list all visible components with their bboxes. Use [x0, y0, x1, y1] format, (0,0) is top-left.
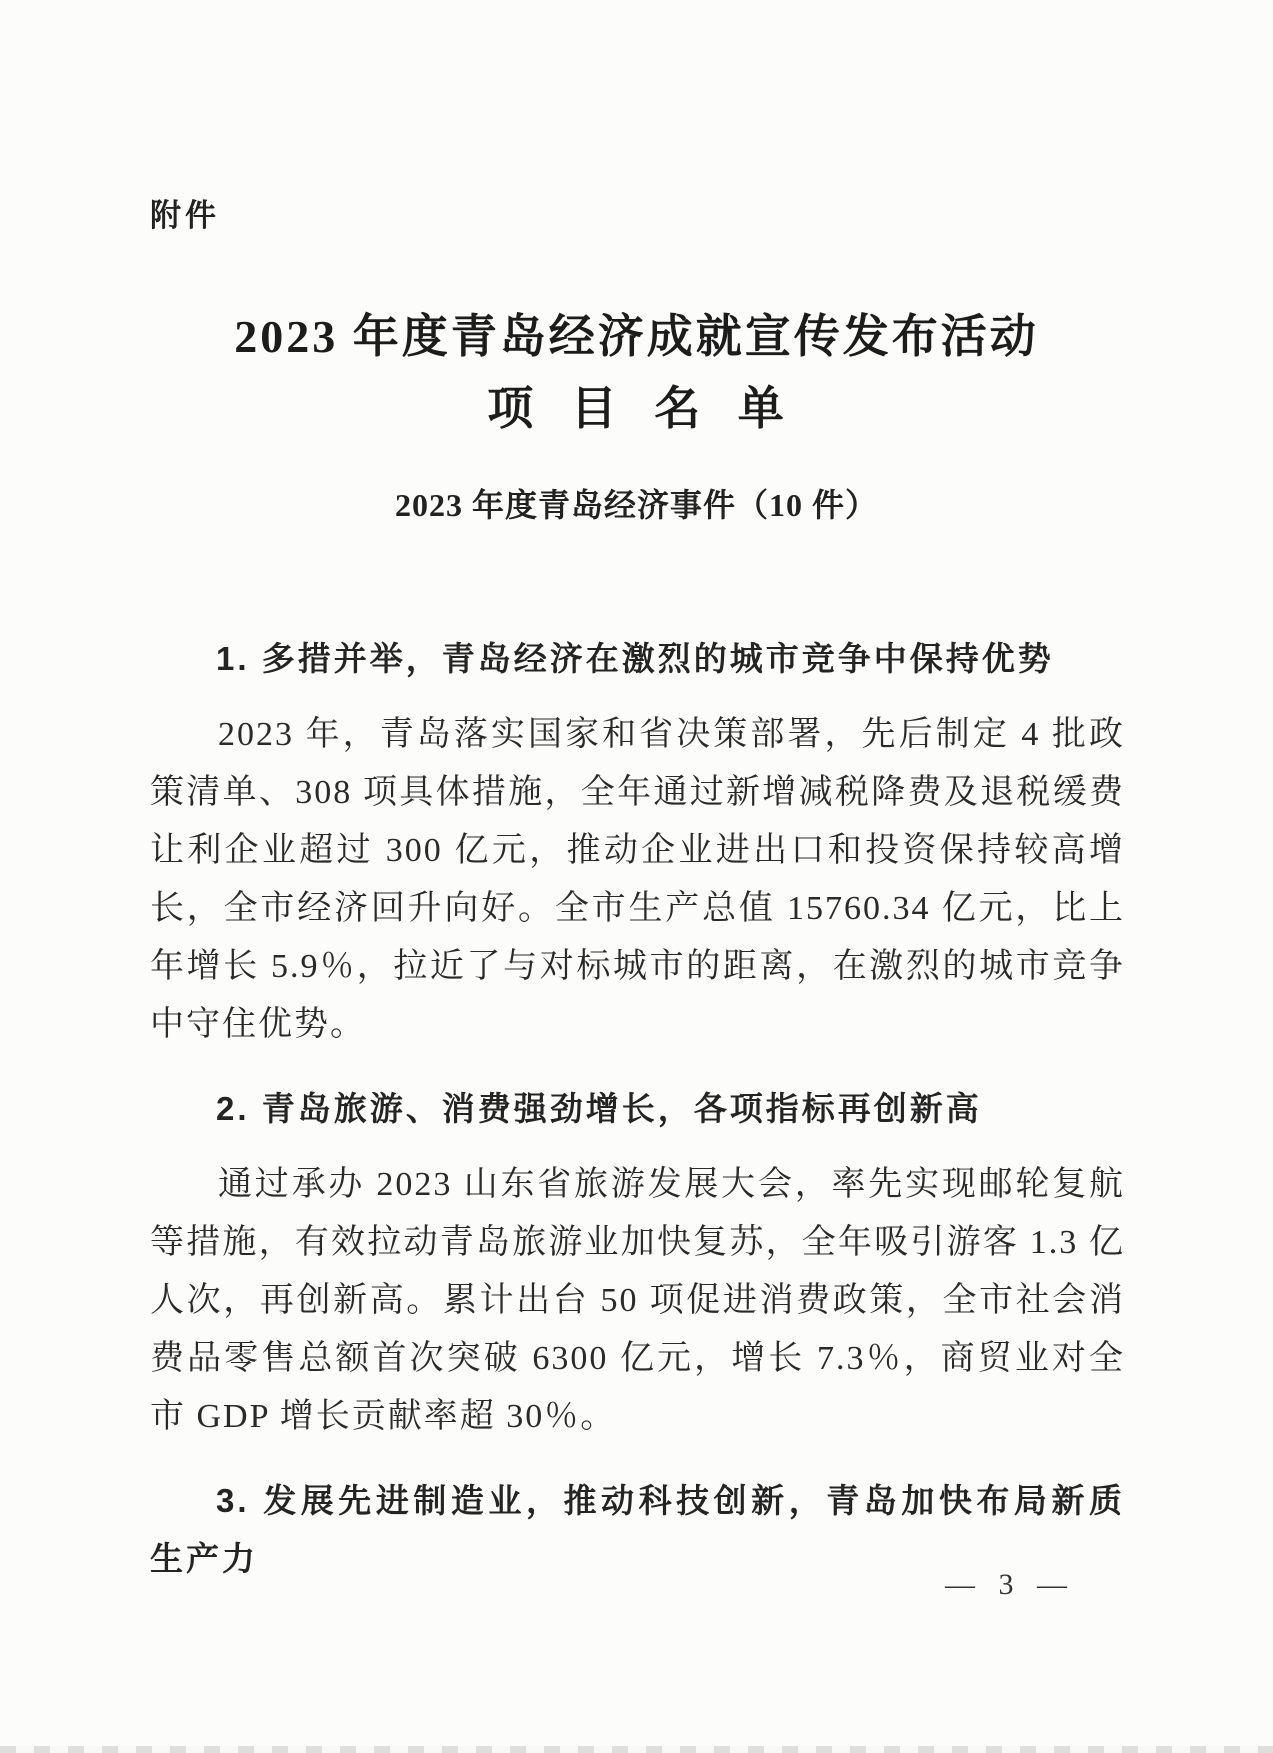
section-heading: 2023 年度青岛经济事件（10 件）	[394, 487, 878, 523]
item-2-heading: 2. 青岛旅游、消费强劲增长，各项指标再创新高	[216, 1090, 982, 1127]
item-1-heading: 1. 多措并举，青岛经济在激烈的城市竞争中保持优势	[216, 640, 1054, 677]
scan-edge-artifact	[0, 1746, 1273, 1753]
item-2-body: 通过承办 2023 山东省旅游发展大会，率先实现邮轮复航等措施，有效拉动青岛旅游业加快复苏，全年吸引游客 1.3 亿人次，再创新高。累计出台 50 项促进消费政策，全市社会消费品零售总额首次突破 6300 亿元，增长 7.3％，商贸业对全市 GDP 增长贡献率超 30％。	[150, 1166, 1125, 1435]
document-body	[150, 630, 1125, 1588]
document-title-line2: 项 目 名 单	[487, 383, 786, 434]
item-1-body: 2023 年，青岛落实国家和省决策部署，先后制定 4 批政策清单、308 项具体措施，全年通过新增减税降费及退税缓费让利企业超过 300 亿元，推动企业进出口和投资保持较高增长，全市经济回升向好。全市生产总值 15760.34 亿元，比上年增长 5.9％，拉近了与对标城市的距离，在激烈的城市竞争中守住优势。	[150, 716, 1125, 1043]
attachment-label: 附件	[150, 198, 220, 233]
item-3-heading: 3. 发展先进制造业，推动科技创新，青岛加快布局新质生产力	[150, 1482, 1125, 1577]
page-number: — 3 —	[945, 1568, 1075, 1601]
document-title-line1: 2023 年度青岛经济成就宣传发布活动	[234, 311, 1039, 362]
